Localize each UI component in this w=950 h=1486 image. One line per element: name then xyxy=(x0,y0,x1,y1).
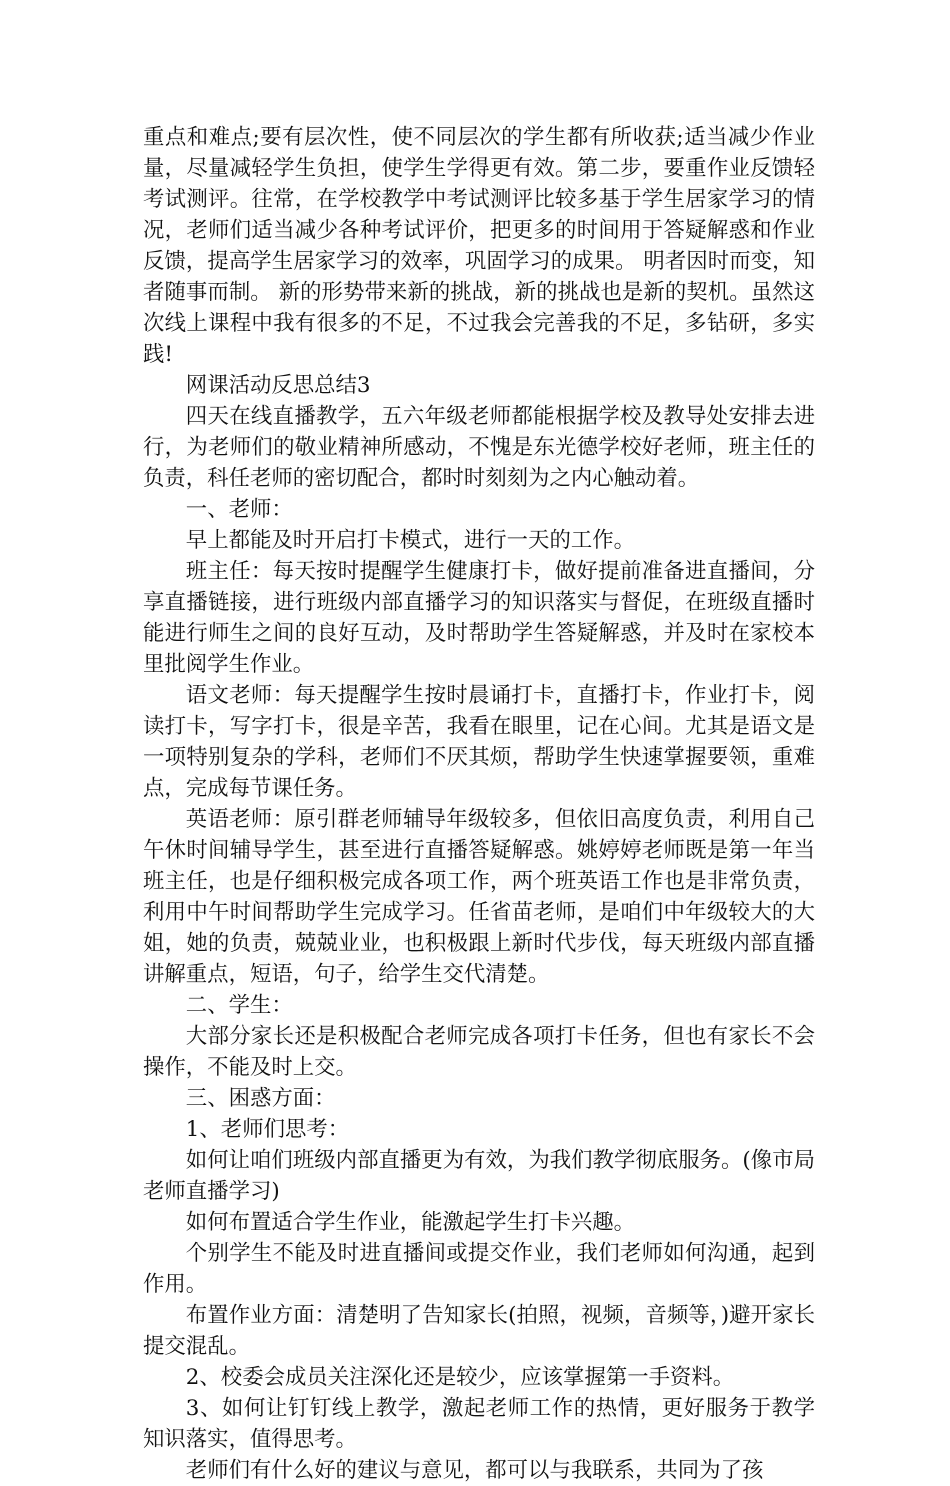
section-heading-3: 网课活动反思总结3 xyxy=(185,373,371,398)
paragraph-school-committee: 2、校委会成员关注深化还是较少，应该掌握第一手资料。 xyxy=(185,1365,735,1390)
paragraph-dingtalk: 3、如何让钉钉线上教学，激起老师工作的热情，更好服务于教学知识落实，值得思考。 xyxy=(143,1396,815,1452)
paragraph-headteacher: 班主任：每天按时提醒学生健康打卡，做好提前准备进直播间，分享直播链接，进行班级内部直播学习的知识落实与督促，在班级直播时能进行师生之间的良好互动，及时帮助学生答疑解惑，并及时在家校本里批阅学生作业。 xyxy=(143,559,815,677)
paragraph-homework-assignment: 布置作业方面：清楚明了告知家长(拍照，视频，音频等，)避开家长提交混乱。 xyxy=(143,1303,815,1359)
heading-teachers: 一、老师： xyxy=(185,497,293,522)
paragraph-intro: 四天在线直播教学，五六年级老师都能根据学校及教导处安排去进行，为老师们的敬业精神所感动，不愧是东光德学校好老师，班主任的负责，科任老师的密切配合，都时时刻刻为之内心触动着。 xyxy=(143,404,815,491)
paragraph-closing: 老师们有什么好的建议与意见，都可以与我联系，共同为了孩 xyxy=(185,1458,764,1483)
paragraph-chinese-teacher: 语文老师：每天提醒学生按时晨诵打卡，直播打卡，作业打卡，阅读打卡，写字打卡，很是辛苦，我看在眼里，记在心间。尤其是语文是一项特别复杂的学科，老师们不厌其烦，帮助学生快速掌握要领，重难点，完成每节课任务。 xyxy=(143,683,815,801)
heading-students: 二、学生： xyxy=(185,993,293,1018)
paragraph-morning: 早上都能及时开启打卡模式，进行一天的工作。 xyxy=(185,528,636,553)
paragraph-communication: 个别学生不能及时进直播间或提交作业，我们老师如何沟通，起到作用。 xyxy=(143,1241,815,1297)
paragraph-parents: 大部分家长还是积极配合老师完成各项打卡任务，但也有家长不会操作，不能及时上交。 xyxy=(143,1024,815,1080)
paragraph-live-effective: 如何让咱们班级内部直播更为有效，为我们教学彻底服务。(像市局老师直播学习) xyxy=(143,1148,815,1204)
heading-confusion: 三、困惑方面： xyxy=(185,1086,336,1111)
paragraph-homework-interest: 如何布置适合学生作业，能激起学生打卡兴趣。 xyxy=(185,1210,636,1235)
paragraph-english-teacher: 英语老师：原引群老师辅导年级较多，但依旧高度负责，利用自己午休时间辅导学生，甚至进行直播答疑解惑。姚婷婷老师既是第一年当班主任，也是仔细积极完成各项工作，两个班英语工作也是非常负责，利用中午时间帮助学生完成学习。任省苗老师，是咱们中年级较大的大姐，她的负责，兢兢业业，也积极跟上新时代步伐，每天班级内部直播讲解重点，短语，句子，给学生交代清楚。 xyxy=(143,807,815,987)
document-body xyxy=(143,122,815,1486)
subheading-teacher-thinking: 1、老师们思考： xyxy=(185,1117,350,1142)
paragraph-1: 重点和难点;要有层次性，使不同层次的学生都有所收获;适当减少作业量，尽量减轻学生负担，使学生学得更有效。第二步，要重作业反馈轻考试测评。往常，在学校教学中考试测评比较多基于学生居家学习的情况，老师们适当减少各种考试评价，把更多的时间用于答疑解惑和作业反馈，提高学生居家学习的效率，巩固学习的成果。 明者因时而变，知者随事而制。 新的形势带来新的挑战，新的挑战也是新的契机。虽然这次线上课程中我有很多的不足，不过我会完善我的不足，多钻研，多实践! xyxy=(143,125,815,367)
